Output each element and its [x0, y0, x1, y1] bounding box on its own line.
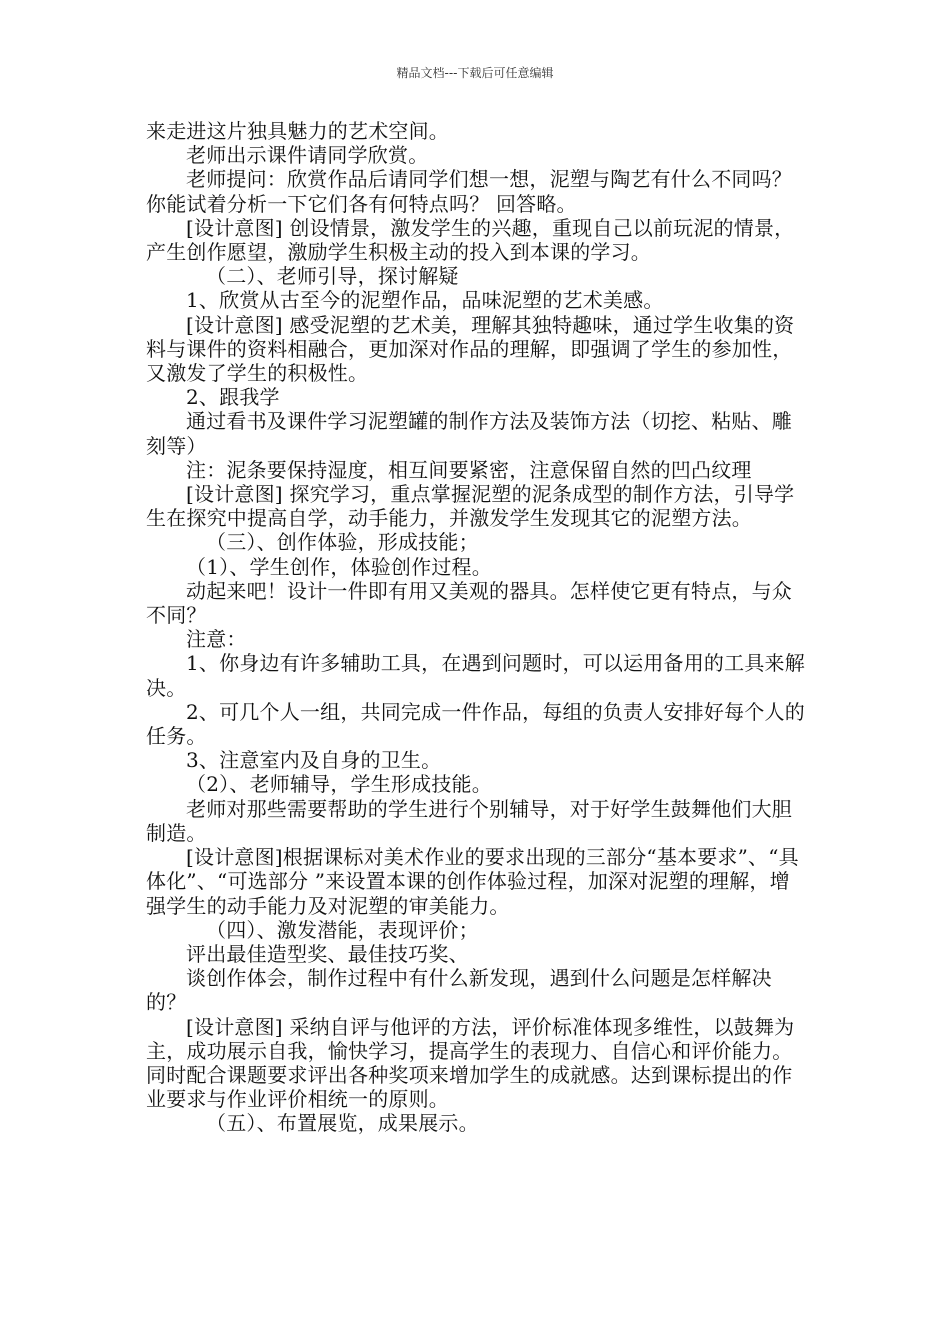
paragraph: 动起来吧！设计一件即有用又美观的器具。怎样使它更有特点，与众不同？: [146, 578, 792, 628]
paragraph: 老师提问：欣赏作品后请同学们想一想，泥塑与陶艺有什么不同吗？ 你能试着分析一下它们各有何特点吗？ 回答略。: [146, 167, 792, 216]
paragraph: 老师出示课件请同学欣赏。: [186, 143, 429, 168]
paragraph: （1）、学生创作，体验创作过程。: [186, 554, 492, 579]
paragraph: [设计意图] 创设情景，激发学生的兴趣，重现自己以前玩泥的情景，产生创作愿望，激励学生积极主动的投入到本课的学习。: [146, 215, 795, 265]
paragraph: 2、跟我学: [186, 385, 280, 410]
paragraph: [设计意图] 感受泥塑的艺术美，理解其独特趣味，通过学生收集的资料与课件的资料相融合，更加深对作品的理解，即强调了学生的参加性，又激发了学生的积极性。: [146, 312, 795, 386]
paragraph: 来走进这片独具魅力的艺术空间。: [146, 119, 449, 143]
paragraph: 谈创作体会，制作过程中有什么新发现，遇到什么问题是怎样解决的？: [146, 966, 772, 1015]
paragraph: （2）、老师辅导，学生形成技能。: [186, 772, 492, 797]
page-header: 精品文档---下载后可任意编辑: [396, 66, 554, 80]
paragraph: 注意：: [186, 627, 247, 652]
paragraph: [设计意图]根据课标对美术作业的要求出现的三部分“基本要求”、“具体化”、“可选部分 ”来设置本课的创作体验过程，加深对泥塑的理解，增强学生的动手能力及对泥塑的审美能力。: [146, 845, 799, 918]
paragraph: 通过看书及课件学习泥塑罐的制作方法及装饰方法（切挖、粘贴、雕刻等）: [146, 409, 792, 458]
paragraph: （五）、布置展览，成果展示。: [206, 1111, 479, 1136]
paragraph: [设计意图] 采纳自评与他评的方法，评价标准体现多维性，以鼓舞为主，成功展示自我，愉快学习，提高学生的表现力、自信心和评价能力。同时配合课题要求评出各种奖项来增加学生的成就感。达到课标提出的作业要求与作业评价相统一的原则。: [146, 1014, 795, 1112]
paragraph: （三）、创作体验，形成技能；: [206, 530, 479, 555]
paragraph: 3、注意室内及自身的卫生。: [186, 748, 442, 773]
paragraph: 老师对那些需要帮助的学生进行个别辅导，对于好学生鼓舞他们大胆制造。: [146, 796, 792, 845]
paragraph: （四）、激发潜能，表现评价；: [206, 917, 479, 942]
paragraph: （二）、老师引导，探讨解疑: [206, 264, 459, 289]
paragraph: 评出最佳造型奖、最佳技巧奖、: [186, 941, 469, 966]
paragraph: 2、可几个人一组，共同完成一件作品，每组的负责人安排好每个人的任务。: [146, 699, 805, 749]
document-body: [146, 119, 810, 1136]
paragraph: [设计意图] 探究学习，重点掌握泥塑的泥条成型的制作方法，引导学生在探究中提高自学，动手能力，并激发学生发现其它的泥塑方法。: [146, 482, 795, 531]
paragraph: 1、欣赏从古至今的泥塑作品，品味泥塑的艺术美感。: [186, 288, 664, 313]
paragraph: 注：泥条要保持湿度，相互间要紧密，注意保留自然的凹凸纹理: [186, 457, 752, 482]
paragraph: 1、你身边有许多辅助工具，在遇到问题时，可以运用备用的工具来解决。: [146, 651, 805, 700]
